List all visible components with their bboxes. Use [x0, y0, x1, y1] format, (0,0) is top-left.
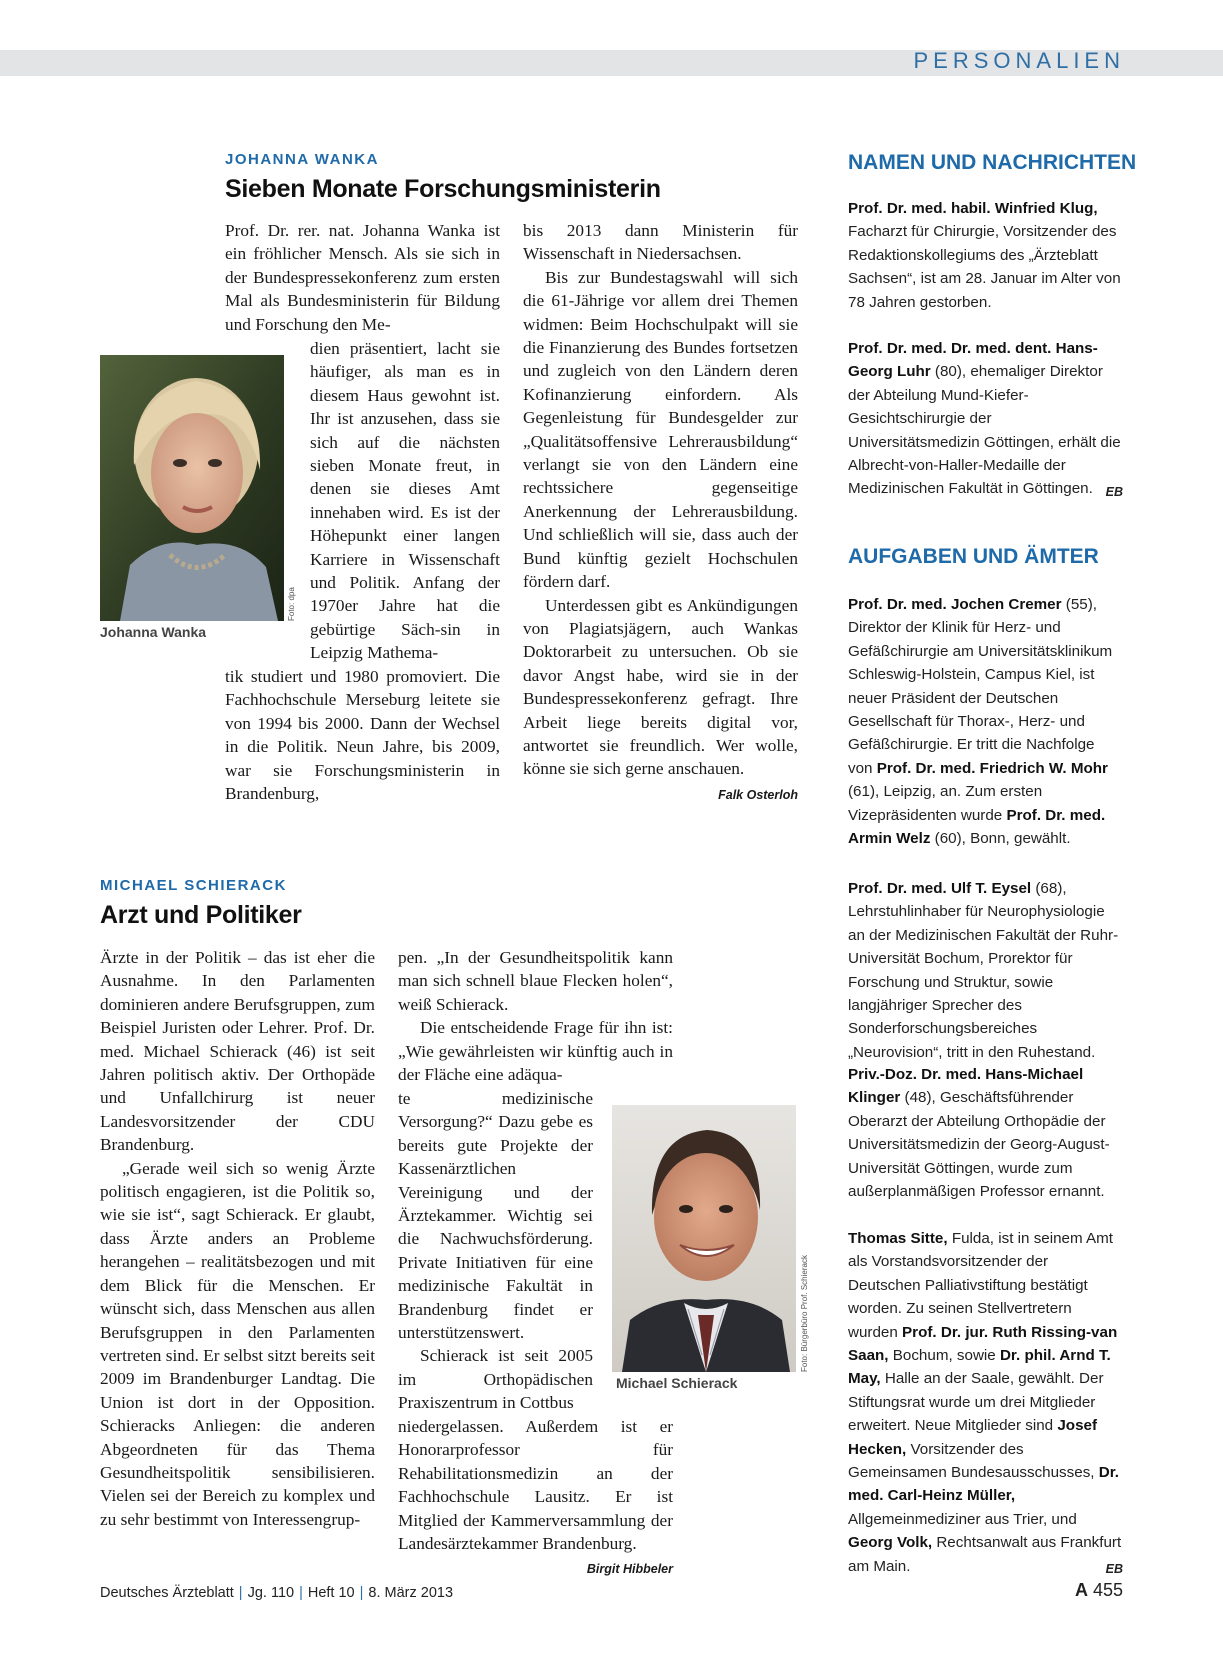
sidebar-entry — [848, 1063, 1123, 1203]
entry-text: (60), Bonn, gewählt. — [930, 830, 1071, 848]
person-name: Prof. Dr. med. Dr. med. dent. Hans-Georg Luhr — [848, 340, 1098, 381]
page-footer: Deutsches Ärzteblatt | Jg. 110 | Heft 10 | 8. März 2013 — [100, 1585, 454, 1601]
article2-paragraph: Die entscheidende Frage für ihn ist: „Wie gewährleisten wir künftig auch in der Fläche eine adäqua- — [398, 1018, 673, 1085]
article2-paragraph: „Gerade weil sich so wenig Ärzte politisch engagieren, ist die Politik so, wie sie ist“, sagt Schierack. Er glaubt, dass Ärzte anders an Probleme herangehen – realitätsbezogen und mit dem Blick für die Menschen. Er wünscht sich, dass Menschen aus allen Berufsgruppen in den Parlamenten vertreten sind. Er selbst sitzt bereits seit 2009 im Brandenburger Landtag. Die Union ist dort in der Opposition. Schieracks Anliegen: die anderen Abgeordneten für das Thema Gesundheitspolitik sensibilisieren. Vielen sei der Bereich zu komplex und zu sehr bestimmt von Interessengrup- — [100, 1158, 375, 1529]
page-number — [1075, 1580, 1123, 1601]
entry-text: Rechtsanwalt aus Frankfurt am Main. — [848, 1534, 1122, 1575]
sidebar-entry — [848, 337, 1123, 504]
entry-text: Halle an der Saale, gewählt. Der Stiftungsrat wurde um drei Mitglieder erweitert. Neue Mitglieder sind — [848, 1370, 1104, 1435]
person-name: Prof. Dr. med. Armin Welz — [848, 806, 1106, 848]
sidebar-entry — [848, 877, 1123, 1064]
entry-text: Bochum, sowie — [888, 1347, 1000, 1365]
johanna-wanka-photo — [100, 355, 284, 621]
article1-photo-caption: Johanna Wanka — [100, 624, 207, 640]
person-name: Priv.-Doz. Dr. med. Hans-Michael Klinger — [848, 1066, 1084, 1107]
article1-paragraph: Bis zur Bundestagswahl will sich die 61-Jährige vor allem drei Themen widmen: Beim Hochschulpakt will sie die Finanzierung des Bundes fortsetzen und zugleich von den Ländern deren Kofinanzierung einfordern. Als Gegenleistung für Bundesgelder zur „Qualitätsoffensive Lehrerausbildung“ verlangt sie von den Ländern eine rechtssichere gegenseitige Anerkennung der Lehrerausbildung. Und schließlich will sie, dass auch der Bund künftig gezielt Hochschulen fördern darf. — [523, 267, 798, 592]
article1-byline: Falk Osterloh — [718, 787, 798, 802]
entry-text: (68), Lehrstuhlinhaber für Neurophysiologie an der Medizinischen Fakultät der Ruhr-Universität Bochum, Prorektor für Forschung und Struktur, sowie langjähriger Sprecher des Sonderforschungsbereiches „Neurovision“, tritt in den Ruhestand. — [848, 880, 1119, 1061]
entry-text: (48), Geschäftsführender Oberarzt der Abteilung Orthopädie der Universitätsmedizin der Georg-August-Universität Göttingen, wurde zum außerplanmäßigen Professor ernannt. — [848, 1089, 1110, 1201]
article2-paragraph: Schierack ist seit 2005 im Orthopädischen Praxiszentrum in Cottbus — [398, 1346, 593, 1413]
article2-paragraph: pen. „In der Gesundheitspolitik kann man sich schnell blaue Flecken holen“, weiß Schierack. — [398, 948, 673, 1014]
page-prefix: A — [1074, 1580, 1088, 1600]
person-name: Dr. phil. Arnd T. May, — [848, 1347, 1111, 1388]
person-name: Thomas Sitte, — [848, 1230, 948, 1247]
person-name: Prof. Dr. med. Ulf T. Eysel — [848, 880, 1032, 897]
article2-col2-bottom — [398, 1415, 673, 1582]
article2-col2-wrap — [398, 1087, 593, 1415]
entry-text: (61), Leipzig, an. Zum ersten Vizepräsidenten wurde — [848, 783, 1043, 824]
michael-schierack-photo — [612, 1105, 796, 1372]
sidebar-entry — [848, 197, 1123, 314]
entry-text: Vorsitzender des Gemeinsamen Bundesausschusses, — [848, 1440, 1099, 1482]
article2-paragraph: te medizinische Versorgung?“ Dazu gebe es bereits gute Projekte der Kassenärztlichen Vereinigung und der Ärztekammer. Wichtig sei die Nachwuchsförderung. Private Initiativen für eine medizinische Fakultät in Brandenburg findet er unterstützenswert. — [398, 1089, 593, 1343]
journal-issue: Heft 10 — [307, 1585, 355, 1601]
article2-paragraph: Ärzte in der Politik – das ist eher die Ausnahme. In den Parlamenten dominieren andere Berufsgruppen, zum Beispiel Juristen oder Lehrer. Prof. Dr. med. Michael Schierack (46) ist seit Jahren politisch aktiv. Der Orthopäde und Unfallchirurg ist neuer Landesvorsitzender der CDU Brandenburg. — [100, 948, 375, 1155]
entry-text: (80), ehemaliger Direktor der Abteilung Mund-Kiefer-Gesichtschirurgie der Universitätsmedizin Göttingen, erhält die Albrecht-von-Haller-Medaille der Medizinischen Fakultät in Göttingen. — [848, 363, 1121, 498]
article1-paragraph: bis 2013 dann Ministerin für Wissenschaft in Niedersachsen. — [523, 221, 798, 264]
article1-kicker: JOHANNA WANKA — [225, 151, 379, 168]
article1-paragraph: Prof. Dr. rer. nat. Johanna Wanka ist ein fröhlicher Mensch. Als sie sich in der Bundespressekonferenz zum ersten Mal als Bundesministerin für Bildung und Forschung den Me- — [225, 221, 500, 334]
entry-text: Facharzt für Chirurgie, Vorsitzender des Redaktionskollegiums des „Ärzteblatt Sachsen“, ist am 28. Januar im Alter von 78 Jahren gestorben. — [848, 223, 1121, 311]
article2-byline: Birgit Hibbeler — [586, 1562, 673, 1577]
article2-kicker: MICHAEL SCHIERACK — [100, 877, 287, 894]
article1-headline: Sieben Monate Forschungsministerin — [225, 175, 661, 203]
article1-col1-wrap — [310, 337, 500, 665]
article2-col1 — [100, 946, 375, 1531]
article1-paragraph-text: Unterdessen gibt es Ankündigungen von Plagiatsjägern, auch Wankas Doktorarbeit zu untersuchen. Ob sie davor Angst habe, wird sie in der Bundespressekonferenz gefragt. Ihre Arbeit liege bereits digital vor, antwortet sie freundlich. Wer wolle, könne sie sich gerne anschauen. — [523, 595, 798, 779]
entry-text: Allgemeinmediziner aus Trier, und — [848, 1510, 1077, 1528]
journal-name: Deutsches Ärzteblatt — [100, 1585, 234, 1601]
article1-paragraph — [523, 594, 798, 802]
person-name: Prof. Dr. med. Friedrich W. Mohr — [876, 759, 1108, 777]
person-name: Josef Hecken, — [848, 1417, 1098, 1458]
section-label: PERSONALIEN — [913, 48, 1125, 73]
person-name: Dr. med. Carl-Heinz Müller, — [848, 1464, 1119, 1505]
person-name: Prof. Dr. jur. Ruth Rissing-van Saan, — [848, 1323, 1118, 1365]
entry-text: Fulda, ist in seinem Amt als Vorstandsvorsitzender der Deutschen Palliativstiftung bestätigt worden. Zu seinen Stellvertretern wurden — [848, 1230, 1114, 1341]
article2-photo-caption: Michael Schierack — [616, 1375, 738, 1391]
sidebar-entry — [848, 593, 1123, 850]
article1-photo-credit: Foto: dpa — [287, 587, 296, 621]
article1-col2 — [523, 219, 798, 807]
person-name: Prof. Dr. med. Jochen Cremer — [848, 596, 1062, 613]
sidebar-heading-namen: NAMEN UND NACHRICHTEN — [848, 151, 1137, 174]
article2-headline: Arzt und Politiker — [100, 901, 302, 929]
journal-date: 8. März 2013 — [368, 1585, 454, 1601]
article1-paragraph: tik studiert und 1980 promoviert. Die Fachhochschule Merseburg leitete sie von 1994 bis 2000. Dann der Wechsel in die Politik. Neun Jahre, bis 2009, war sie Forschungsministerin in Brandenburg, — [225, 667, 500, 804]
page-number-value: 455 — [1092, 1580, 1123, 1600]
sidebar-author-initials: EB — [1105, 1562, 1123, 1577]
person-name: Prof. Dr. med. habil. Winfried Klug, — [848, 200, 1098, 217]
article1-col1-bottom — [225, 665, 500, 805]
sidebar-author-initials: EB — [1105, 484, 1123, 499]
entry-text: (55), Direktor der Klinik für Herz- und Gefäßchirurgie am Universitätsklinikum Schleswig-Holstein, Campus Kiel, ist neuer Präsident der Deutschen Gesellschaft für Thorax-, Herz- und Gefäßchirurgie. Er tritt die Nachfolge von — [848, 596, 1113, 777]
article2-paragraph-text: niedergelassen. Außerdem ist er Honorarprofessor für Rehabilitationsmedizin an der Fachhochschule Lausitz. Er ist Mitglied der Kammerversammlung der Landesärztekammer Brandenburg. — [398, 1417, 673, 1554]
journal-volume: Jg. 110 — [247, 1585, 295, 1601]
article2-col2-top — [398, 946, 673, 1086]
article1-paragraph: dien präsentiert, lacht sie häufiger, als man es in diesem Haus gewohnt ist. Ihr ist anzusehen, dass sie sich auf die nächsten sieben Monate freut, in denen sie dieses Amt innehaben wird. Es ist der Höhepunkt einer langen Karriere in Wissenschaft und Politik. Anfang der 1970er Jahre hat die gebürtige Säch-sin in Leipzig Mathema- — [310, 339, 500, 663]
sidebar-heading-aufgaben: AUFGABEN UND ÄMTER — [848, 545, 1099, 568]
sidebar-entry — [848, 1227, 1123, 1582]
article2-photo-credit: Foto: Bürgerbüro Prof. Schierack — [800, 1255, 809, 1372]
article1-col1-top — [225, 219, 500, 336]
person-name: Georg Volk, — [848, 1534, 933, 1552]
